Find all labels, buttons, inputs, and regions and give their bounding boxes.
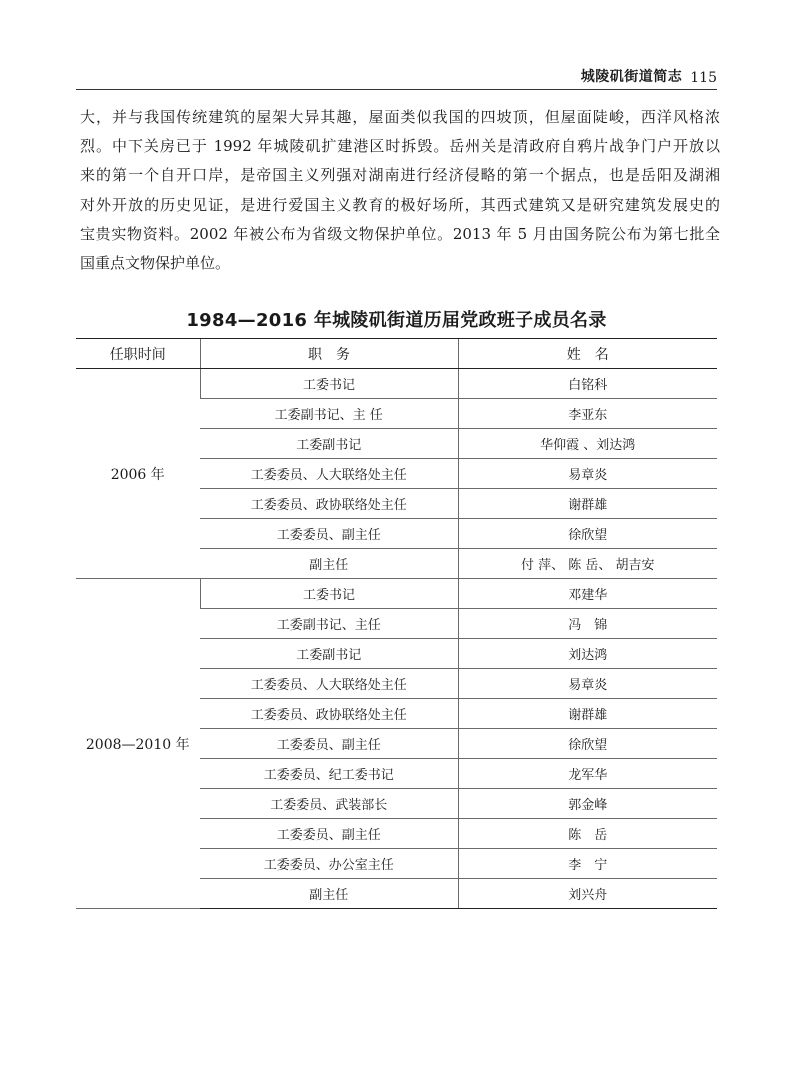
position-cell: 工委副书记、主任	[200, 609, 458, 639]
member-name-cell: 华仰霞 、刘达鸿	[458, 429, 717, 459]
column-header-term: 任职时间	[76, 339, 200, 369]
position-cell: 副主任	[200, 549, 458, 579]
member-name-cell: 徐欣望	[458, 729, 717, 759]
body-line: 宝贵实物资料。2002 年被公布为省级文物保护单位。2013 年 5 月由国务院公布为第七批全	[80, 224, 720, 243]
body-line: 来的第一个自开口岸，是帝国主义列强对湖南进行经济侵略的第一个据点，也是岳阳及湖湘	[80, 166, 720, 185]
member-name-cell: 刘兴舟	[458, 879, 717, 909]
member-name-cell: 谢群雄	[458, 699, 717, 729]
position-cell: 工委委员、政协联络处主任	[200, 699, 458, 729]
position-cell: 工委委员、副主任	[200, 519, 458, 549]
member-name-cell: 郭金峰	[458, 789, 717, 819]
member-name-cell: 李 宁	[458, 849, 717, 879]
position-cell: 工委书记	[200, 579, 458, 609]
table-title: 1984—2016 年城陵矶街道历届党政班子成员名录	[186, 310, 607, 331]
running-header	[76, 66, 717, 90]
term-period-cell: 2008—2010 年	[76, 579, 200, 909]
member-name-cell: 陈 岳	[458, 819, 717, 849]
member-name-cell: 白铭科	[458, 369, 717, 399]
table-body	[76, 369, 717, 909]
table-header-row	[76, 339, 717, 369]
member-name-cell: 谢群雄	[458, 489, 717, 519]
body-line: 大，并与我国传统建筑的屋架大异其趣，屋面类似我国的四坡顶，但屋面陡峻，西洋风格浓	[80, 108, 720, 126]
member-name-cell: 邓建华	[458, 579, 717, 609]
term-period-cell: 2006 年	[76, 369, 200, 579]
table-row	[76, 579, 717, 609]
position-cell: 工委委员、武装部长	[200, 789, 458, 819]
member-name-cell: 冯 锦	[458, 609, 717, 639]
position-cell: 工委书记	[200, 369, 458, 399]
member-name-cell: 易章炎	[458, 459, 717, 489]
position-cell: 工委委员、政协联络处主任	[200, 489, 458, 519]
body-line: 国重点文物保护单位。	[80, 254, 231, 273]
body-paragraph	[80, 103, 720, 278]
member-name-cell: 李亚东	[458, 399, 717, 429]
position-cell: 工委委员、办公室主任	[200, 849, 458, 879]
position-cell: 工委委员、副主任	[200, 729, 458, 759]
page-number: 115	[690, 70, 717, 86]
position-cell: 工委副书记	[200, 639, 458, 669]
position-cell: 工委副书记	[200, 429, 458, 459]
book-title: 城陵矶街道简志	[580, 69, 683, 85]
member-name-cell: 刘达鸿	[458, 639, 717, 669]
position-cell: 工委委员、副主任	[200, 819, 458, 849]
member-name-cell: 付 萍、 陈 岳、 胡吉安	[458, 549, 717, 579]
position-cell: 工委委员、纪工委书记	[200, 759, 458, 789]
member-name-cell: 龙军华	[458, 759, 717, 789]
body-line: 烈。中下关房已于 1992 年城陵矶扩建港区时拆毁。岳州关是清政府自鸦片战争门户开放以	[80, 137, 720, 156]
position-cell: 工委委员、人大联络处主任	[200, 669, 458, 699]
member-name-cell: 易章炎	[458, 669, 717, 699]
column-header-name: 姓 名	[458, 339, 717, 369]
position-cell: 工委副书记、主 任	[200, 399, 458, 429]
table-row	[76, 369, 717, 399]
member-name-cell: 徐欣望	[458, 519, 717, 549]
position-cell: 副主任	[200, 879, 458, 909]
position-cell: 工委委员、人大联络处主任	[200, 459, 458, 489]
column-header-position: 职 务	[200, 339, 458, 369]
body-line: 对外开放的历史见证，是进行爱国主义教育的极好场所，其西式建筑又是研究建筑发展史的	[80, 195, 720, 214]
member-roster-table	[76, 338, 717, 909]
